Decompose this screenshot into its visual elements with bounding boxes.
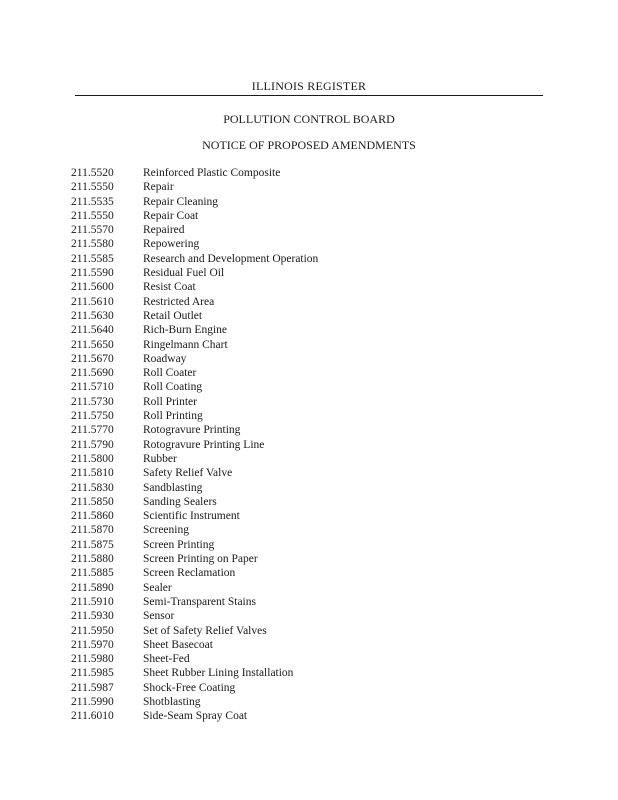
section-number: 211.5650 (71, 338, 114, 351)
section-number: 211.5970 (71, 638, 114, 651)
list-item (71, 638, 551, 652)
section-number: 211.5535 (71, 195, 114, 208)
section-number: 211.5910 (71, 595, 114, 608)
list-item (71, 495, 551, 509)
header-rule (75, 95, 543, 96)
list-item (71, 366, 551, 380)
defined-term: Repair Coat (143, 209, 199, 222)
section-number: 211.5580 (71, 238, 114, 251)
list-item (71, 438, 551, 452)
list-item (71, 252, 551, 266)
section-number: 211.5985 (71, 667, 114, 680)
defined-term: Resist Coat (143, 281, 196, 294)
section-number: 211.5800 (71, 452, 114, 465)
section-number: 211.5950 (71, 624, 114, 637)
section-number: 211.5810 (71, 467, 114, 480)
list-item (71, 166, 551, 180)
defined-term: Roll Coating (143, 381, 203, 394)
defined-term: Sensor (143, 610, 175, 623)
defined-term: Sheet Basecoat (143, 638, 213, 651)
section-number: 211.5520 (71, 167, 114, 179)
list-item (71, 595, 551, 609)
defined-term: Roadway (143, 352, 187, 365)
list-item (71, 395, 551, 409)
section-number: 211.5600 (71, 281, 114, 294)
defined-term: Shotblasting (143, 695, 201, 708)
section-number: 211.5570 (71, 224, 114, 237)
defined-term: Sheet-Fed (143, 653, 190, 666)
defined-term: Semi-Transparent Stains (143, 595, 256, 608)
section-number: 211.5930 (71, 610, 114, 623)
list-item (71, 509, 551, 523)
list-item (71, 609, 551, 623)
list-item (71, 295, 551, 309)
defined-term: Ringelmann Chart (143, 338, 228, 351)
list-item (71, 624, 551, 638)
section-number: 211.5870 (71, 524, 114, 537)
list-item (71, 266, 551, 280)
list-item (71, 323, 551, 337)
list-item (71, 466, 551, 480)
notice-title: NOTICE OF PROPOSED AMENDMENTS (202, 138, 416, 152)
section-number: 211.5860 (71, 510, 114, 523)
defined-term: Set of Safety Relief Valves (143, 624, 267, 637)
section-number: 211.5590 (71, 267, 114, 280)
section-number: 211.5710 (71, 381, 114, 394)
list-item (71, 481, 551, 495)
defined-term: Rotogravure Printing Line (143, 438, 265, 451)
section-number: 211.5885 (71, 567, 114, 580)
section-number: 211.5850 (71, 495, 114, 508)
register-title: ILLINOIS REGISTER (251, 79, 367, 93)
section-number: 211.5790 (71, 438, 114, 451)
defined-term: Screen Printing on Paper (143, 553, 258, 566)
list-item (71, 666, 551, 680)
defined-term: Screen Reclamation (143, 567, 236, 580)
list-item (71, 209, 551, 223)
board-name: POLLUTION CONTROL BOARD (223, 112, 395, 126)
section-number: 211.5610 (71, 295, 114, 308)
section-number: 211.5690 (71, 367, 114, 380)
defined-term: Repair (143, 181, 174, 194)
list-item (71, 409, 551, 423)
section-number: 211.5750 (71, 410, 114, 423)
list-item (71, 538, 551, 552)
list-item (71, 709, 551, 723)
list-item (71, 566, 551, 580)
section-number: 211.5730 (71, 395, 114, 408)
list-item (71, 352, 551, 366)
section-number: 211.5550 (71, 209, 114, 222)
defined-term: Rich-Burn Engine (143, 324, 227, 337)
defined-term: Reinforced Plastic Composite (143, 167, 281, 179)
defined-term: Rubber (143, 452, 177, 465)
defined-term: Safety Relief Valve (143, 467, 233, 480)
section-number: 211.5670 (71, 352, 114, 365)
defined-term: Repair Cleaning (143, 195, 219, 208)
section-number: 211.5830 (71, 481, 114, 494)
defined-term: Retail Outlet (143, 309, 203, 322)
list-item (71, 423, 551, 437)
list-item (71, 552, 551, 566)
defined-term: Shock-Free Coating (143, 681, 236, 694)
section-number: 211.5990 (71, 695, 114, 708)
list-item (71, 309, 551, 323)
section-number: 211.5585 (71, 252, 114, 265)
list-item (71, 338, 551, 352)
section-number: 211.5640 (71, 324, 114, 337)
defined-term: Rotogravure Printing (143, 424, 241, 437)
defined-term: Sandblasting (143, 481, 203, 494)
defined-term: Repaired (143, 224, 185, 237)
defined-term: Scientific Instrument (143, 510, 240, 523)
list-item (71, 237, 551, 251)
list-item (71, 195, 551, 209)
section-number: 211.5890 (71, 581, 114, 594)
list-item (71, 380, 551, 394)
list-item (71, 280, 551, 294)
defined-term: Sanding Sealers (143, 495, 217, 508)
definitions-list (71, 166, 551, 724)
section-number: 211.6010 (71, 710, 114, 723)
list-item (71, 581, 551, 595)
section-number: 211.5630 (71, 309, 114, 322)
defined-term: Screening (143, 524, 189, 537)
list-item (71, 523, 551, 537)
defined-term: Sheet Rubber Lining Installation (143, 667, 294, 680)
section-number: 211.5987 (71, 681, 114, 694)
defined-term: Roll Coater (143, 367, 197, 380)
defined-term: Sealer (143, 581, 172, 594)
defined-term: Side-Seam Spray Coat (143, 710, 248, 723)
list-item (71, 180, 551, 194)
defined-term: Repowering (143, 238, 200, 251)
section-number: 211.5880 (71, 553, 114, 566)
defined-term: Residual Fuel Oil (143, 267, 225, 280)
section-number: 211.5770 (71, 424, 114, 437)
defined-term: Roll Printer (143, 395, 197, 408)
list-item (71, 695, 551, 709)
defined-term: Screen Printing (143, 538, 215, 551)
defined-term: Research and Development Operation (143, 252, 319, 265)
defined-term: Restricted Area (143, 295, 215, 308)
defined-term: Roll Printing (143, 410, 203, 423)
list-item (71, 223, 551, 237)
list-item (71, 452, 551, 466)
section-number: 211.5550 (71, 181, 114, 194)
list-item (71, 652, 551, 666)
section-number: 211.5980 (71, 653, 114, 666)
list-item (71, 681, 551, 695)
section-number: 211.5875 (71, 538, 114, 551)
